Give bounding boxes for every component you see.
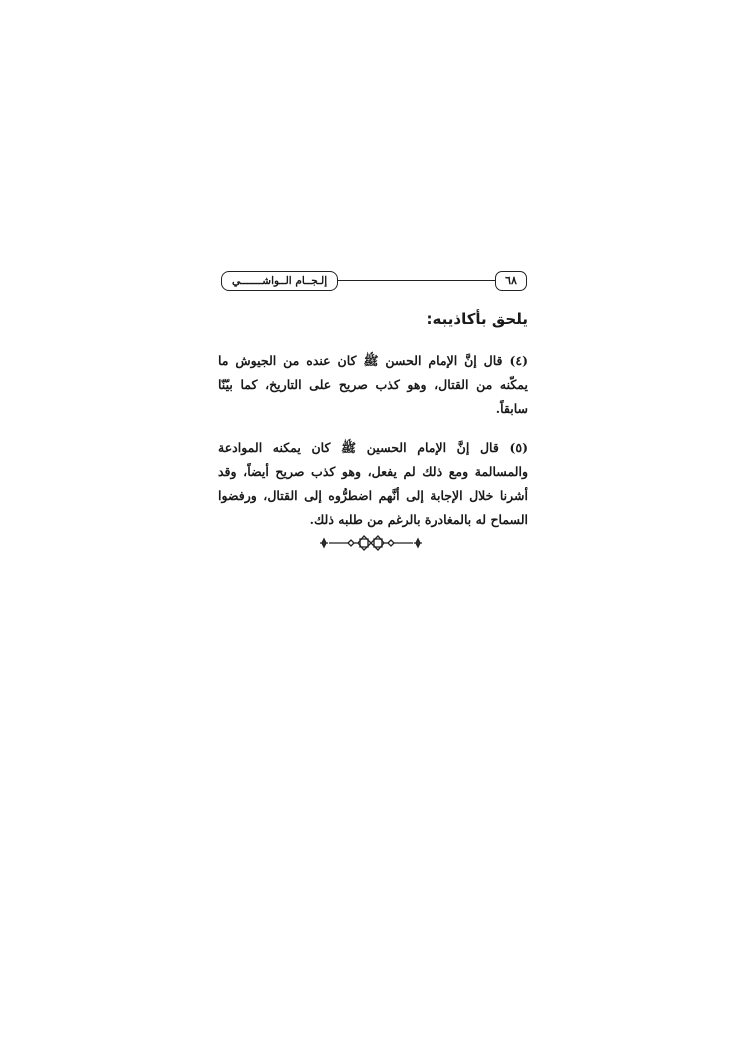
book-title: إلـجــام الــواشـــــــي: [221, 271, 338, 291]
section-end-ornament-icon: [318, 533, 424, 553]
page-number: ٦٨: [495, 271, 527, 291]
section-heading: يلحق بأكاذيبه:: [426, 310, 528, 328]
list-item: (٥) قال إنَّ الإمام الحسين ﷺ كان يمكنه الموادعة والمسالمة ومع ذلك لم يفعل، وهو كذب صريح أيضاً، وقد أشرنا خلال الإجابة إلى أنَّهم اضطرُّوه إلى القتال، ورفضوا السماح له بالمغادرة بالرغم من طلبه ذلك.: [218, 440, 528, 527]
running-header: [221, 271, 527, 291]
list-item: (٤) قال إنَّ الإمام الحسن ﷺ كان عنده من الجيوش ما يمكّنه من القتال، وهو كذب صريح على التاريخ، كما بيّنّا سابقاً.: [218, 353, 528, 416]
